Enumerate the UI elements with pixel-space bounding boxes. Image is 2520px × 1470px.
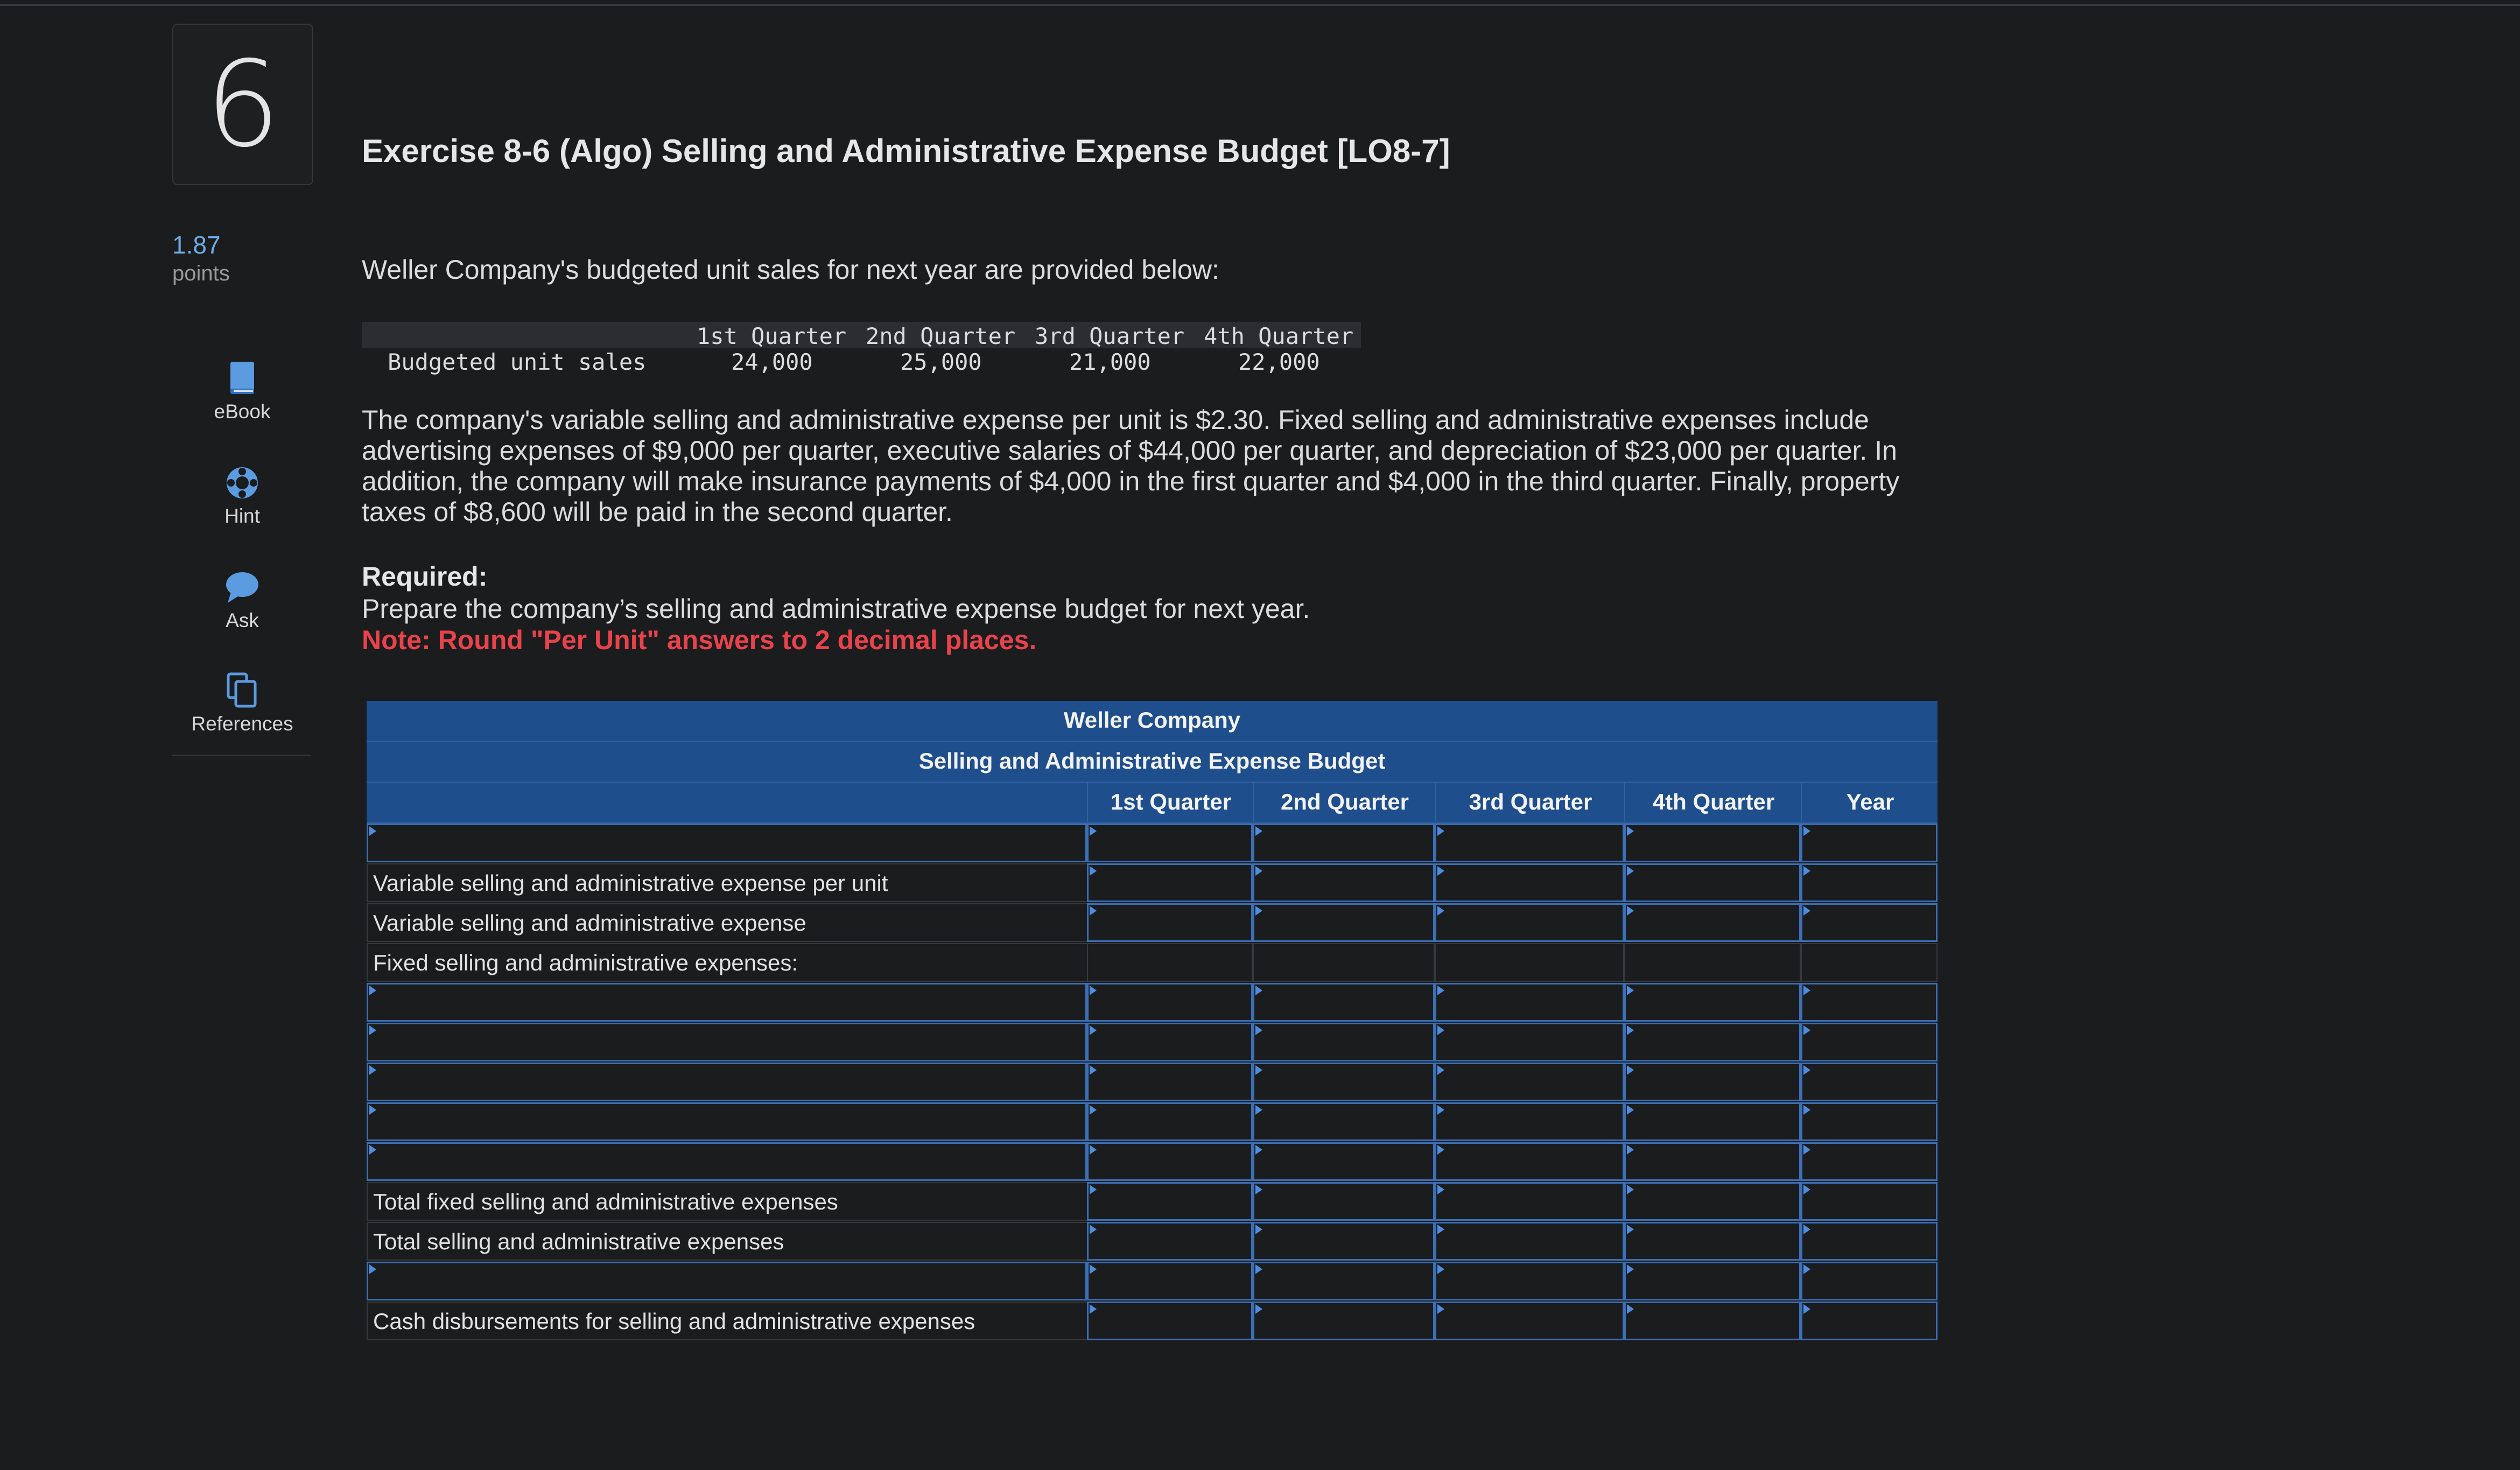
unit-sales-col-header: 2nd Quarter [866,323,1016,349]
input-marker-icon [1803,1105,1810,1115]
row-label [367,903,1087,942]
input-marker-icon [1090,866,1097,876]
value-input-q4[interactable] [1624,983,1801,1022]
value-input-q3[interactable] [1435,1222,1624,1261]
row-label-select[interactable] [367,983,1087,1022]
value-input-year[interactable] [1801,903,1938,942]
input-marker-icon [1255,1065,1262,1075]
value-input-q1[interactable] [1087,1302,1253,1340]
top-divider [0,4,2520,6]
value-input-q2[interactable] [1253,1102,1435,1141]
col-header-q3: 3rd Quarter [1435,783,1625,821]
value-input-q1[interactable] [1087,983,1253,1022]
input-marker-icon [1627,1185,1634,1194]
input-marker-icon [1627,1304,1634,1314]
row-label [367,1182,1087,1221]
value-input-year[interactable] [1801,983,1938,1022]
input-marker-icon [1255,1105,1262,1115]
unit-sales-value: 25,000 [900,349,982,375]
input-marker-icon [1437,1304,1444,1314]
value-input-q3[interactable] [1435,983,1624,1022]
input-marker-icon [1627,1264,1634,1274]
row-label-text: Total fixed selling and administrative expenses [373,1189,838,1214]
value-input-year[interactable] [1801,1023,1938,1061]
budget-title-row [367,742,1938,783]
value-input-q3[interactable] [1435,1182,1624,1221]
value-input-q4[interactable] [1624,1302,1801,1340]
lifebuoy-icon [223,464,261,502]
row-label [367,943,1087,982]
dropdown-marker-icon [369,826,376,836]
input-marker-icon [1255,1225,1262,1234]
input-marker-icon [1803,906,1810,916]
value-input-year[interactable] [1801,1142,1938,1181]
value-input-q2[interactable] [1253,1063,1435,1101]
budget-table [367,701,1938,1341]
input-marker-icon [1255,1145,1262,1155]
value-cell-q1 [1087,943,1253,982]
input-marker-icon [1255,986,1262,995]
required-heading: Required: [362,561,488,592]
unit-sales-header-row [362,322,1361,348]
value-input-q1[interactable] [1087,1023,1253,1061]
input-marker-icon [1627,1145,1634,1155]
input-marker-icon [1255,1185,1262,1194]
value-input-q2[interactable] [1253,903,1435,942]
row-label-select[interactable] [367,1102,1087,1141]
input-marker-icon [1803,866,1810,876]
references-label: References [191,713,293,735]
input-marker-icon [1255,1025,1262,1035]
dropdown-marker-icon [369,986,376,995]
value-cell-year [1801,943,1938,982]
value-input-q1[interactable] [1087,1102,1253,1141]
value-input-q4[interactable] [1624,1142,1801,1181]
input-marker-icon [1627,1225,1634,1234]
unit-sales-row-label: Budgeted unit sales [388,349,647,375]
value-input-q3[interactable] [1435,1142,1624,1181]
value-input-q1[interactable] [1087,1262,1253,1300]
exercise-title: Exercise 8-6 (Algo) Selling and Administrative Expense Budget [LO8-7] [362,133,1450,169]
ebook-button[interactable] [172,360,312,423]
value-input-q4[interactable] [1624,1102,1801,1141]
value-input-q2[interactable] [1253,1023,1435,1061]
value-input-q2[interactable] [1253,1182,1435,1221]
value-input-q4[interactable] [1624,1222,1801,1261]
row-label [367,863,1087,902]
intro-text: Weller Company's budgeted unit sales for next year are provided below: [362,255,1219,285]
value-input-q3[interactable] [1435,903,1624,942]
input-marker-icon [1437,1145,1444,1155]
col-header-q2: 2nd Quarter [1253,783,1436,821]
input-marker-icon [1255,826,1262,836]
row-label-text: Total selling and administrative expenses [373,1229,784,1254]
row-label [367,1302,1087,1340]
value-input-q1[interactable] [1087,903,1253,942]
value-input-q4[interactable] [1624,824,1801,862]
row-label-text: Variable selling and administrative expense [373,910,806,936]
input-marker-icon [1437,906,1444,916]
problem-paragraph: The company's variable selling and administrative expense per unit is $2.30. Fixed selling and administrative expenses include advertising expenses of $9,000 per quarter, executive salaries of $44,000 per quarter, and depreciation of $23,000 per quarter. In addition, the company will make insurance payments of $4,000 in the first quarter and $4,000 in the third quarter. Finally, property taxes of $8,600 will be paid in the second quarter. [362,405,1900,527]
input-marker-icon [1255,866,1262,876]
col-header-q4: 4th Quarter [1624,783,1802,821]
budget-row [367,1302,1938,1341]
value-cell-q4 [1624,943,1801,982]
input-marker-icon [1437,986,1444,995]
value-input-q2[interactable] [1253,1222,1435,1261]
unit-sales-value: 22,000 [1238,349,1320,375]
input-marker-icon [1627,1025,1634,1035]
value-cell-q2 [1253,943,1435,982]
input-marker-icon [1437,1065,1444,1075]
input-marker-icon [1803,1185,1810,1194]
value-input-q4[interactable] [1624,1182,1801,1221]
ask-button[interactable] [172,568,312,632]
input-marker-icon [1803,1304,1810,1314]
value-input-q2[interactable] [1253,1302,1435,1340]
input-marker-icon [1803,826,1810,836]
value-input-q3[interactable] [1435,824,1624,862]
input-marker-icon [1437,1225,1444,1234]
budget-row [367,943,1938,983]
value-input-q2[interactable] [1253,824,1435,862]
input-marker-icon [1627,866,1634,876]
value-input-q1[interactable] [1087,1063,1253,1101]
input-marker-icon [1090,1185,1097,1194]
input-marker-icon [1627,1065,1634,1075]
unit-sales-col-header: 3rd Quarter [1035,323,1185,349]
input-marker-icon [1437,1025,1444,1035]
input-marker-icon [1090,1025,1097,1035]
value-input-year[interactable] [1801,1302,1938,1340]
unit-sales-value: 21,000 [1069,349,1151,375]
input-marker-icon [1437,866,1444,876]
input-marker-icon [1627,1105,1634,1115]
budget-row [367,1142,1938,1182]
value-input-q4[interactable] [1624,903,1801,942]
row-label [367,1222,1087,1261]
unit-sales-data-row [362,348,1361,374]
book-icon [226,360,258,397]
value-input-q1[interactable] [1087,1142,1253,1181]
ask-label: Ask [226,609,259,631]
value-input-q3[interactable] [1435,1063,1624,1101]
value-input-year[interactable] [1801,1063,1938,1101]
row-label-text: Variable selling and administrative expense per unit [373,870,888,896]
value-input-q1[interactable] [1087,1222,1253,1261]
input-marker-icon [1090,1225,1097,1234]
unit-sales-value: 24,000 [731,349,813,375]
row-label-select[interactable] [367,1262,1087,1300]
value-input-q3[interactable] [1435,1023,1624,1061]
value-input-q1[interactable] [1087,863,1253,902]
ebook-label: eBook [214,400,271,423]
value-input-year[interactable] [1801,1182,1938,1221]
input-marker-icon [1803,1025,1810,1035]
required-text: Prepare the company’s selling and administrative expense budget for next year. [362,594,1310,624]
dropdown-marker-icon [369,1105,376,1115]
rounding-note: Note: Round "Per Unit" answers to 2 decimal places. [362,625,1037,655]
input-marker-icon [1090,1264,1097,1274]
question-number: 6 [205,36,280,173]
input-marker-icon [1255,1304,1262,1314]
input-marker-icon [1090,906,1097,916]
budget-company-name: Weller Company [1063,707,1241,733]
copy-documents-icon [225,672,259,709]
dropdown-marker-icon [369,1025,376,1035]
input-marker-icon [1803,1145,1810,1155]
value-input-year[interactable] [1801,1222,1938,1261]
value-input-q3[interactable] [1435,1102,1624,1141]
budget-row [367,983,1938,1023]
input-marker-icon [1437,1264,1444,1274]
points-value: 1.87 [172,231,221,259]
value-input-q3[interactable] [1435,863,1624,902]
value-input-q4[interactable] [1624,1063,1801,1101]
references-button[interactable] [172,672,312,735]
col-header-year: Year [1801,783,1939,821]
input-marker-icon [1090,986,1097,995]
budget-row [367,1222,1938,1262]
value-input-q3[interactable] [1435,1262,1624,1300]
input-marker-icon [1627,986,1634,995]
col-header-q1: 1st Quarter [1087,783,1254,821]
row-label-select[interactable] [367,1023,1087,1061]
budget-title: Selling and Administrative Expense Budget [918,748,1386,773]
budget-row [367,824,1938,863]
value-input-q1[interactable] [1087,824,1253,862]
input-marker-icon [1255,1264,1262,1274]
budget-row [367,1262,1938,1302]
points-label: points [172,262,230,285]
budget-column-header-row [367,783,1938,824]
input-marker-icon [1090,826,1097,836]
value-input-year[interactable] [1801,824,1938,862]
value-input-q4[interactable] [1624,1262,1801,1300]
input-marker-icon [1090,1065,1097,1075]
value-input-q2[interactable] [1253,1262,1435,1300]
dropdown-marker-icon [369,1065,376,1075]
input-marker-icon [1803,1065,1810,1075]
value-cell-q3 [1435,943,1624,982]
input-marker-icon [1255,906,1262,916]
budget-body [367,824,1938,1341]
value-input-q1[interactable] [1087,1182,1253,1221]
speech-bubble-icon [223,568,261,606]
budget-row [367,863,1938,903]
budget-company-row [367,701,1938,742]
budget-row [367,1102,1938,1142]
budget-row [367,1023,1938,1063]
input-marker-icon [1627,906,1634,916]
value-input-q4[interactable] [1624,1023,1801,1061]
input-marker-icon [1803,1264,1810,1274]
input-marker-icon [1437,826,1444,836]
row-label-select[interactable] [367,1063,1087,1101]
unit-sales-table [362,322,1361,374]
value-input-q3[interactable] [1435,1302,1624,1340]
input-marker-icon [1437,1185,1444,1194]
input-marker-icon [1090,1105,1097,1115]
value-input-year[interactable] [1801,1102,1938,1141]
unit-sales-col-header: 4th Quarter [1204,323,1354,349]
input-marker-icon [1803,1225,1810,1234]
input-marker-icon [1090,1145,1097,1155]
input-marker-icon [1437,1105,1444,1115]
value-input-q4[interactable] [1624,863,1801,902]
input-marker-icon [1803,986,1810,995]
budget-row [367,903,1938,943]
value-input-year[interactable] [1801,1262,1938,1300]
dropdown-marker-icon [369,1264,376,1274]
rail-divider [172,755,311,756]
budget-row [367,1182,1938,1222]
row-label-text: Cash disbursements for selling and administrative expenses [373,1309,975,1334]
row-label-select[interactable] [367,824,1087,862]
row-label-select[interactable] [367,1142,1087,1181]
input-marker-icon [1627,826,1634,836]
dropdown-marker-icon [369,1145,376,1155]
hint-button[interactable] [172,464,312,527]
row-label-text: Fixed selling and administrative expenses: [373,950,798,975]
hint-label: Hint [224,505,260,527]
unit-sales-col-header: 1st Quarter [697,323,847,349]
input-marker-icon [1090,1304,1097,1314]
question-number-box [172,24,313,185]
value-input-year[interactable] [1801,863,1938,902]
value-input-q2[interactable] [1253,1142,1435,1181]
value-input-q2[interactable] [1253,863,1435,902]
value-input-q2[interactable] [1253,983,1435,1022]
budget-row [367,1063,1938,1102]
